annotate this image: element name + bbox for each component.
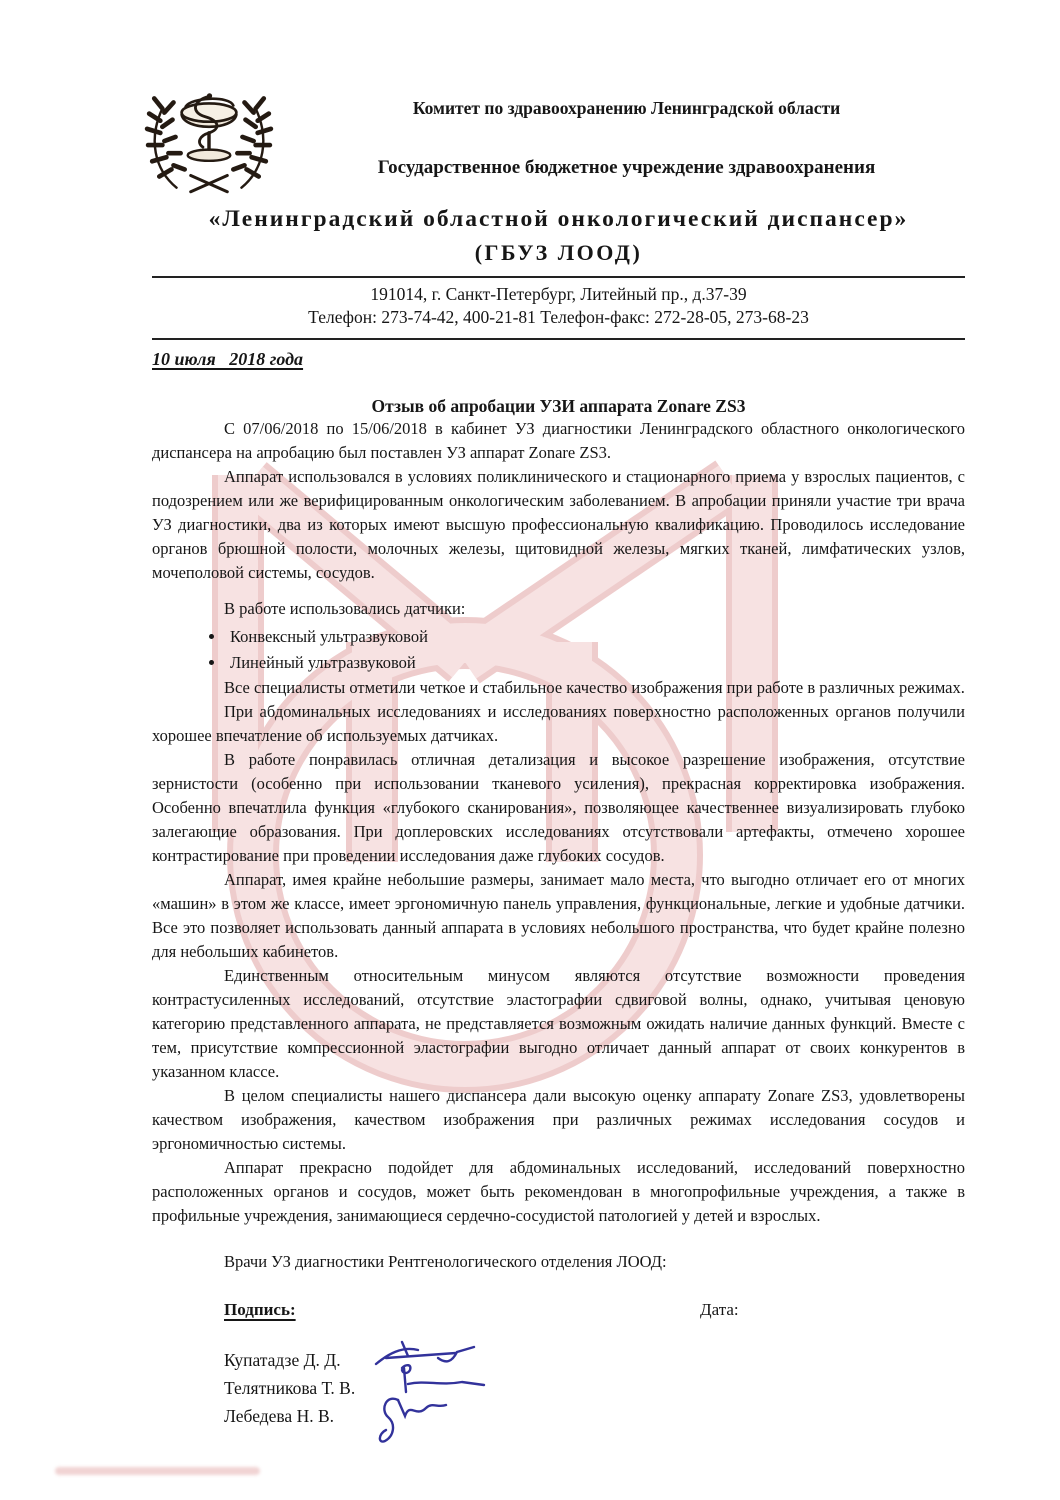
signatories <box>152 1350 965 1434</box>
committee-line: Комитет по здравоохранению Ленинградской области <box>412 98 841 118</box>
hygieia-bowl-logo <box>138 82 288 204</box>
document-title: Отзыв об апробации УЗИ аппарата Zonare ZS3 <box>371 396 746 416</box>
paragraph-body-7: Аппарат прекрасно подойдет для абдоминальных исследований, исследований поверхностно расположенных органов и сосудов, может быть рекомендован в многопрофильные учреждения, а также в профильные учреждения, занимающиеся сердечно-сосудистой патологией у детей и взрослых. <box>152 1158 965 1225</box>
date-label: Дата: <box>700 1300 739 1319</box>
signatory-row <box>224 1378 965 1406</box>
paragraph-body-2: При абдоминальных исследованиях и исследованиях поверхностно расположенных органов получили хорошее впечатление об используемых датчиках. <box>152 702 965 745</box>
org-type-line: Государственное бюджетное учреждение здравоохранения <box>377 157 876 178</box>
signatory-name: Телятникова Т. В. <box>224 1378 356 1398</box>
doctors-line: Врачи УЗ диагностики Рентгенологического отделения ЛООД: <box>224 1252 667 1271</box>
org-name-line: «Ленинградский областной онкологический диспансер» <box>208 206 909 232</box>
signatory-row <box>224 1350 965 1378</box>
paragraph-body-4: Аппарат, имея крайне небольшие размеры, занимает мало места, что выгодно отличает его от многих «машин» в этом же классе, имеет эргономичную панель управления, функциональные, легкие и удобные датчики. Все это позволяет использовать данный аппарата в условиях небольшого пространства, что будет крайне полезно для небольших кабинетов. <box>152 870 965 961</box>
divider-bottom <box>152 338 965 340</box>
probes-list-item: • Конвексный ультразвуковой <box>226 624 965 650</box>
probes-lead: В работе использовались датчики: <box>224 599 466 618</box>
letterhead-text <box>288 84 965 179</box>
phones-line: Телефон: 273-74-42, 400-21-81 Телефон-факс: 272-28-05, 273-68-23 <box>308 307 809 327</box>
org-abbr-line: (ГБУЗ ЛООД) <box>474 240 643 265</box>
signatory-row <box>224 1406 965 1434</box>
paragraph-body-3: В работе понравилась отличная детализация и высокое разрешение изображения, отсутствие зернистости (особенно при использовании тканевого усиления), прекрасная корректировка изображения. Особенно впечатлила функция «глубокого сканирования», позволяющее качественнее визуализировать глубоко залегающие образования. При доплеровских исследованиях отсутствовали артефакты, отмечено хорошее контрастирование при проведении исследования даже глубоких сосудов. <box>152 750 965 865</box>
scan-smudge <box>55 1467 260 1475</box>
signature-row <box>152 1300 965 1324</box>
signatory-name: Купатадзе Д. Д. <box>224 1350 341 1370</box>
divider-top <box>152 276 965 278</box>
handwritten-signature <box>374 1390 494 1450</box>
signatory-name: Лебедева Н. В. <box>224 1406 335 1426</box>
letterhead <box>152 84 965 204</box>
probes-list-item: • Линейный ультразвуковой <box>226 650 965 676</box>
document-date: 10 июля 2018 года <box>152 349 304 369</box>
paragraph-body-1: Все специалисты отметили четкое и стабильное качество изображения при работе в различных режимах. <box>224 678 965 697</box>
signature-label: Подпись: <box>224 1300 296 1319</box>
paragraph-body-5: Единственным относительным минусом являются отсутствие возможности проведения контрастусиленных исследований, отсутствие эластографии сдвиговой волны, однако, учитывая ценовую категорию представленного аппарата, не представляется возможным ожидать наличие данных функций. Вместе с тем, присутствие компрессионной эластографии выгодно отличает данный аппарат от своих конкурентов в указанном классе. <box>152 966 965 1081</box>
probes-list <box>152 624 965 676</box>
paragraph-body-6: В целом специалисты нашего диспансера дали высокую оценку аппарату Zonare ZS3, удовлетворены качеством изображения, качеством изображения при различных режимах исследования сосудов и эргономичностью системы. <box>152 1086 965 1153</box>
paragraph-intro-1: С 07/06/2018 по 15/06/2018 в кабинет УЗ диагностики Ленинградского областного онкологического диспансера на апробацию был поставлен УЗ аппарат Zonare ZS3. <box>152 419 965 462</box>
address-line: 191014, г. Санкт-Петербург, Литейный пр., д.37-39 <box>370 284 747 304</box>
paragraph-intro-2: Аппарат использовался в условиях поликлинического и стационарного приема у взрослых пациентов, с подозрением или же верифицированным онкологическим заболеванием. В апробации приняли участие три врача УЗ диагностики, два из которых имеют высшую профессиональную квалификацию. Проводилось исследование органов брюшной полости, молочных железы, щитовидной железы, мягких тканей, лимфатических узлов, мочеполовой системы, сосудов. <box>152 467 965 582</box>
